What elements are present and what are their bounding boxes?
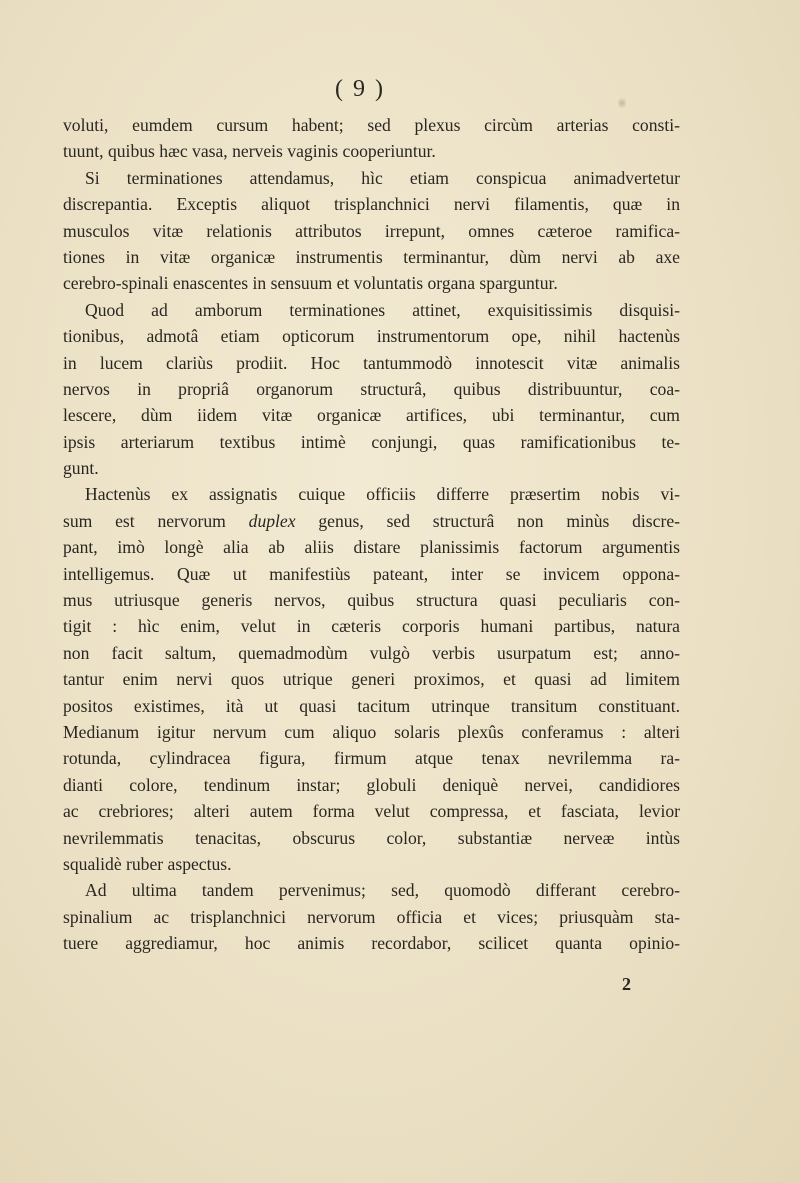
text-span: sum est nervorum	[63, 510, 249, 531]
text-line: Si terminationes attendamus, hìc etiam conspicua animadvertetur	[85, 167, 680, 188]
text-line: voluti, eumdem cursum habent; sed plexus circùm arterias consti-	[63, 115, 680, 135]
signature-mark: 2	[622, 974, 631, 994]
text-line: Medianum igitur nervum cum aliquo solaris plexûs conferamus : alteri	[63, 721, 680, 742]
text-line: gunt.	[63, 458, 99, 479]
text-line: nervos in propriâ organorum structurâ, quibus distribuuntur, coa-	[63, 378, 680, 399]
text-line: musculos vitæ relationis attributos irrepunt, omnes cæteroe ramifica-	[63, 220, 680, 241]
text-line: tuere aggrediamur, hoc animis recordabor, scilicet quanta opinio-	[63, 933, 680, 954]
text-line: non facit saltum, quemadmodùm vulgò verbis usurpatum est; anno-	[63, 642, 680, 663]
text-line	[63, 508, 680, 534]
page-number: ( 9 )	[335, 76, 385, 102]
text-span: genus, sed structurâ non minùs discre-	[295, 510, 680, 531]
text-line: mus utriusque generis nervos, quibus structura quasi peculiaris con-	[63, 590, 680, 611]
paper-stain	[618, 96, 626, 110]
text-line: pant, imò longè alia ab aliis distare planissimis factorum argumentis	[63, 537, 680, 558]
text-line: tionibus, admotâ etiam opticorum instrumentorum ope, nihil hactenùs	[63, 326, 680, 347]
text-line: ipsis arteriarum textibus intimè conjungi, quas ramificationibus te-	[63, 431, 680, 452]
text-line: tantur enim nervi quos utrique generi proximos, et quasi ad limitem	[63, 669, 680, 690]
text-line: tiones in vitæ organicæ instrumentis terminantur, dùm nervi ab axe	[63, 246, 680, 267]
text-line: spinalium ac trisplanchnici nervorum officia et vices; priusquàm sta-	[63, 906, 680, 927]
text-line: discrepantia. Exceptis aliquot trisplanchnici nervi filamentis, quæ in	[63, 194, 680, 215]
text-line: positos existimes, ità ut quasi tacitum utrinque transitum constituant.	[63, 695, 680, 716]
text-line: ac crebriores; alteri autem forma velut compressa, et fasciata, levior	[63, 801, 680, 822]
text-line: Hactenùs ex assignatis cuique officiis differre præsertim nobis vi-	[85, 484, 680, 505]
text-line: nevrilemmatis tenacitas, obscurus color, substantiæ nerveæ intùs	[63, 827, 680, 848]
text-line: lescere, dùm iidem vitæ organicæ artifices, ubi terminantur, cum	[63, 405, 680, 426]
text-line: rotunda, cylindracea figura, firmum atque tenax nevrilemma ra-	[63, 748, 680, 769]
text-line: in lucem clariùs prodiit. Hoc tantummodò innotescit vitæ animalis	[63, 352, 680, 373]
text-line: intelligemus. Quæ ut manifestiùs pateant, inter se invicem opponа-	[63, 563, 680, 584]
emphasized-word: duplex	[248, 510, 296, 531]
text-line: Ad ultima tandem pervenimus; sed, quomodò differant cerebro-	[85, 880, 680, 901]
body-text	[63, 112, 680, 957]
text-line: squalidè ruber aspectus.	[63, 853, 232, 874]
text-line: tigit : hìc enim, velut in cæteris corporis humani partibus, natura	[63, 616, 680, 637]
text-line: Quod ad amborum terminationes attinet, exquisitissimis disquisi-	[85, 299, 680, 320]
text-line: cerebro-spinali enascentes in sensuum et voluntatis organa sparguntur.	[63, 273, 558, 294]
text-line: tuunt, quibus hæc vasa, nerveis vaginis cooperiuntur.	[63, 141, 436, 162]
text-line: dianti colore, tendinum instar; globuli deniquè nervei, candidiores	[63, 774, 680, 795]
